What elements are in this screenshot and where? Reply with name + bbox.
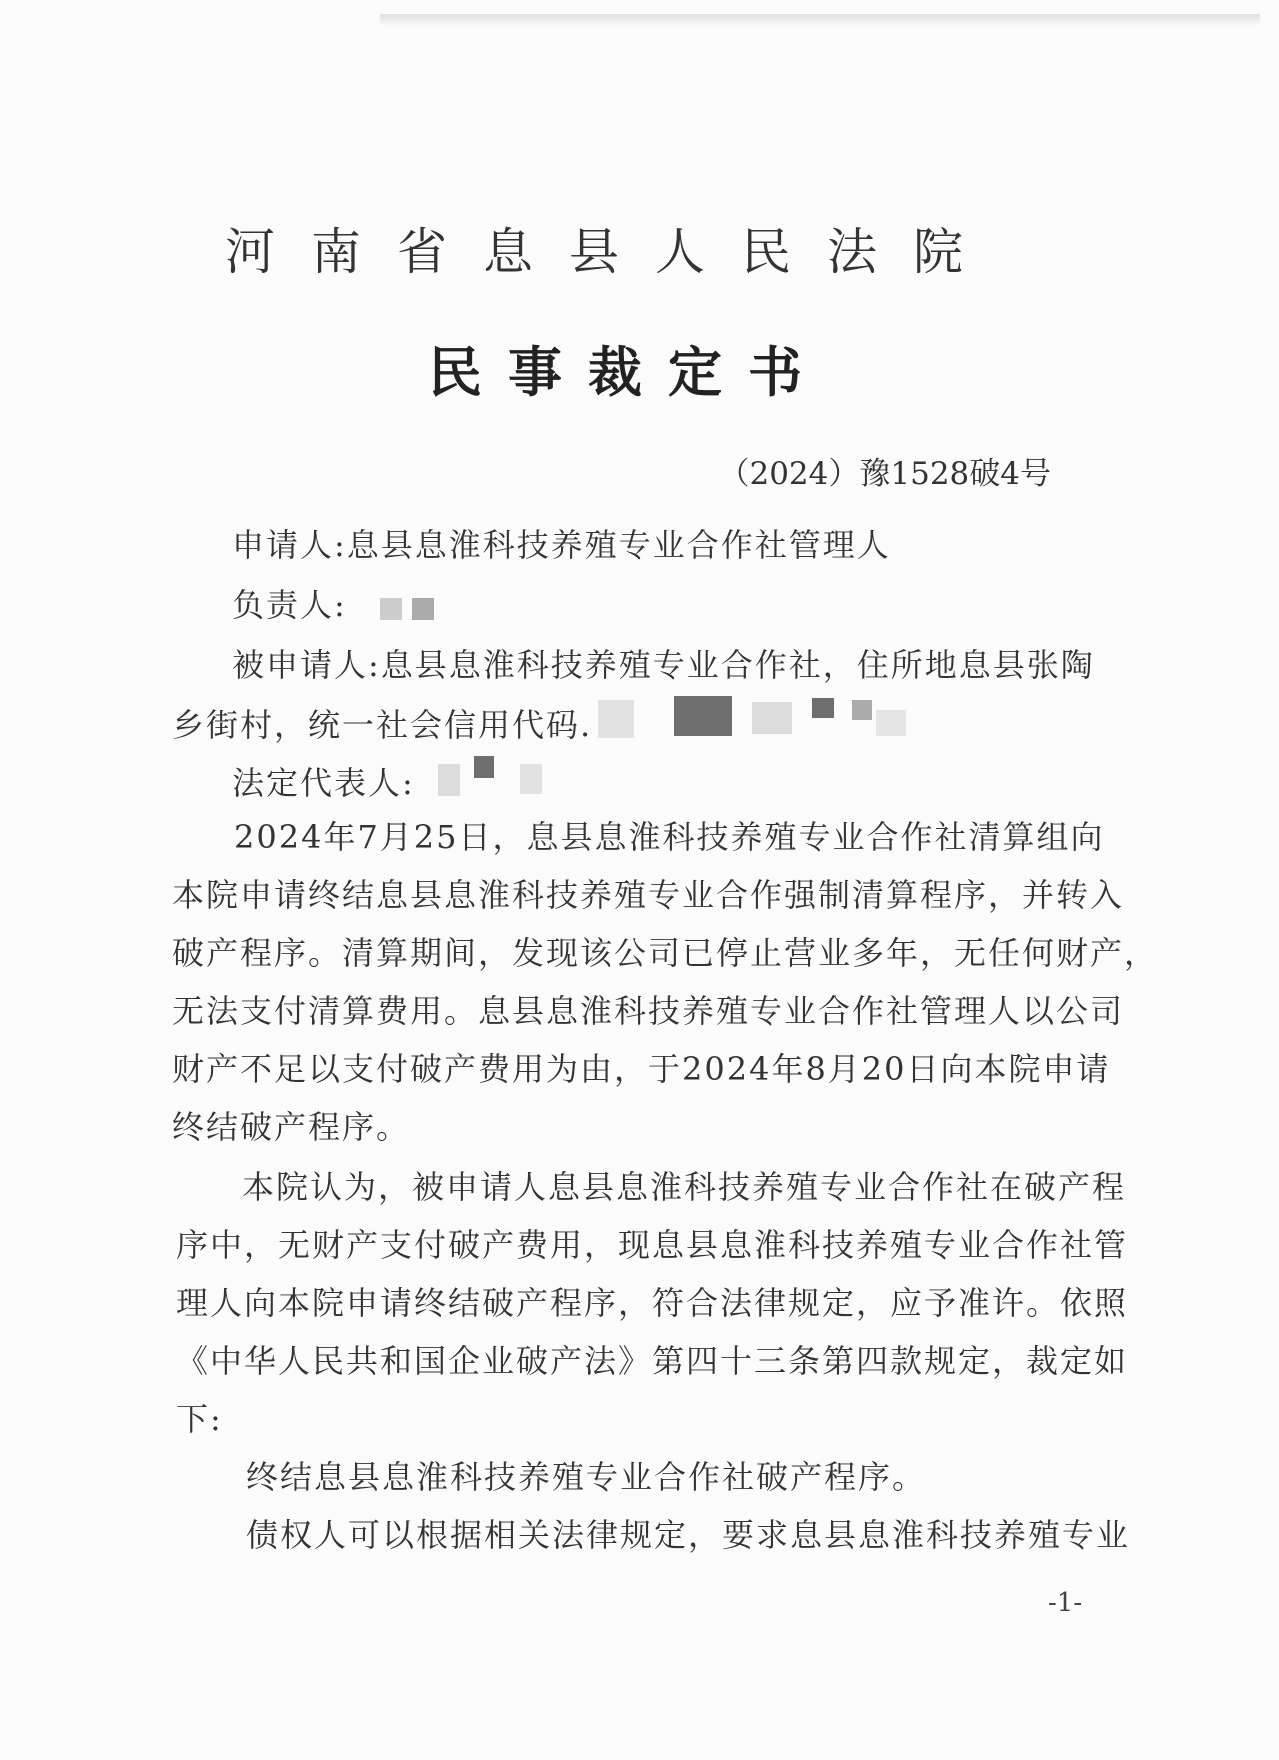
redacted-code-block [598, 700, 634, 738]
body-line: 序中，无财产支付破产费用，现息县息淮科技养殖专业合作社管 [176, 1226, 1129, 1264]
ruling-line: 债权人可以根据相关法律规定，要求息县息淮科技养殖专业 [246, 1516, 1131, 1554]
body-line: 本院认为，被申请人息县息淮科技养殖专业合作社在破产程 [242, 1168, 1127, 1206]
redacted-code-block [674, 696, 732, 736]
body-line: 理人向本院申请终结破产程序，符合法律规定，应予准许。依照 [176, 1284, 1129, 1322]
scan-shadow-edge [380, 14, 1260, 26]
ruling-line: 终结息县息淮科技养殖专业合作社破产程序。 [246, 1458, 927, 1496]
redacted-name-block [474, 756, 494, 778]
redacted-code-block [812, 698, 834, 718]
document-type-title: 民事裁定书 [428, 340, 828, 404]
case-number: （2024）豫1528破4号 [718, 456, 1051, 492]
redacted-code-block [876, 710, 906, 736]
body-line: 下: [176, 1400, 223, 1438]
redacted-code-block [852, 700, 872, 720]
body-line: 本院申请终结息县息淮科技养殖专业合作强制清算程序，并转入 [172, 876, 1125, 914]
redacted-name-block [380, 598, 402, 620]
redacted-code-block [752, 702, 792, 734]
body-line: 破产程序。清算期间，发现该公司已停止营业多年，无任何财产， [172, 934, 1159, 972]
applicant-line: 申请人:息县息淮科技养殖专业合作社管理人 [232, 526, 891, 564]
body-line: 财产不足以支付破产费用为由，于2024年8月20日向本院申请 [172, 1050, 1111, 1088]
body-line: 终结破产程序。 [172, 1108, 411, 1146]
redacted-name-block [412, 598, 434, 620]
respondent-line-2: 乡街村，统一社会信用代码. [172, 706, 593, 744]
respondent-line-1: 被申请人:息县息淮科技养殖专业合作社，住所地息县张陶 [232, 646, 1095, 684]
page-number: -1- [1048, 1588, 1083, 1618]
legal-rep-label: 法定代表人: [232, 764, 415, 802]
body-line: 《中华人民共和国企业破产法》第四十三条第四款规定，裁定如 [176, 1342, 1129, 1380]
responsible-label: 负责人: [232, 586, 347, 624]
redacted-name-block [520, 764, 542, 794]
body-line: 无法支付清算费用。息县息淮科技养殖专业合作社管理人以公司 [172, 992, 1125, 1030]
redacted-name-block [438, 764, 460, 796]
court-name: 河南省息县人民法院 [225, 223, 999, 281]
body-line: 2024年7月25日，息县息淮科技养殖专业合作社清算组向 [234, 818, 1105, 856]
